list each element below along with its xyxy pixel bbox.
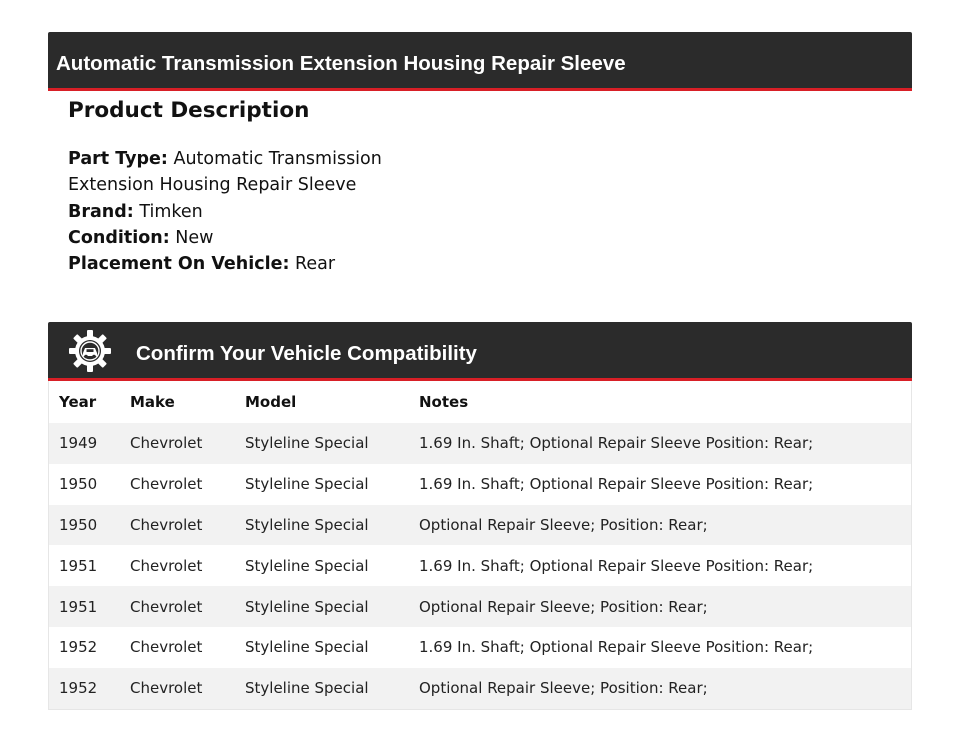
cell-make: Chevrolet [120,423,235,464]
table-header-row [49,381,912,423]
cell-year: 1950 [49,464,121,505]
compatibility-title: Confirm Your Vehicle Compatibility [136,342,477,365]
spec-key: Placement On Vehicle: [68,254,290,275]
cell-notes: 1.69 In. Shaft; Optional Repair Sleeve Position: Rear; [409,627,912,668]
description-heading: Product Description [68,98,310,123]
cell-make: Chevrolet [120,586,235,627]
cell-make: Chevrolet [120,464,235,505]
cell-notes: Optional Repair Sleeve; Position: Rear; [409,505,912,546]
gear-car-icon [68,329,112,373]
cell-model: Styleline Special [235,668,409,709]
spec-value: Timken [133,201,203,222]
cell-year: 1951 [49,586,121,627]
table-row [49,545,912,586]
table-row [49,423,912,464]
product-title: Automatic Transmission Extension Housing Repair Sleeve [56,52,626,75]
spec-part-type [68,146,398,199]
table-row [49,586,912,627]
table-row [49,505,912,546]
compatibility-table [48,381,912,710]
cell-year: 1952 [49,668,121,709]
cell-notes: 1.69 In. Shaft; Optional Repair Sleeve Position: Rear; [409,464,912,505]
spec-value: Rear [289,254,336,275]
cell-model: Styleline Special [235,545,409,586]
cell-make: Chevrolet [120,668,235,709]
cell-model: Styleline Special [235,423,409,464]
cell-make: Chevrolet [120,627,235,668]
spec-placement [68,251,468,277]
spec-value: New [169,227,214,248]
column-header-year: Year [49,381,121,423]
spec-key: Brand: [68,201,134,222]
cell-year: 1949 [49,423,121,464]
cell-year: 1952 [49,627,121,668]
table-row [49,464,912,505]
spec-key: Part Type: [68,149,168,169]
table-row [49,627,912,668]
cell-model: Styleline Special [235,464,409,505]
cell-year: 1951 [49,545,121,586]
column-header-model: Model [235,381,409,423]
cell-notes: Optional Repair Sleeve; Position: Rear; [409,668,912,709]
spec-value: Automatic Transmission Extension Housing Repair Sleeve [68,149,382,196]
column-header-notes: Notes [409,381,912,423]
column-header-make: Make [120,381,235,423]
product-title-bar [48,32,912,91]
table-row [49,668,912,709]
compatibility-header [48,322,912,381]
cell-model: Styleline Special [235,505,409,546]
cell-year: 1950 [49,505,121,546]
cell-make: Chevrolet [120,545,235,586]
cell-model: Styleline Special [235,586,409,627]
product-description [68,94,468,277]
cell-notes: Optional Repair Sleeve; Position: Rear; [409,586,912,627]
spec-condition [68,225,468,251]
cell-model: Styleline Special [235,627,409,668]
cell-notes: 1.69 In. Shaft; Optional Repair Sleeve Position: Rear; [409,545,912,586]
cell-notes: 1.69 In. Shaft; Optional Repair Sleeve Position: Rear; [409,423,912,464]
spec-brand [68,199,468,225]
cell-make: Chevrolet [120,505,235,546]
spec-key: Condition: [68,227,170,248]
